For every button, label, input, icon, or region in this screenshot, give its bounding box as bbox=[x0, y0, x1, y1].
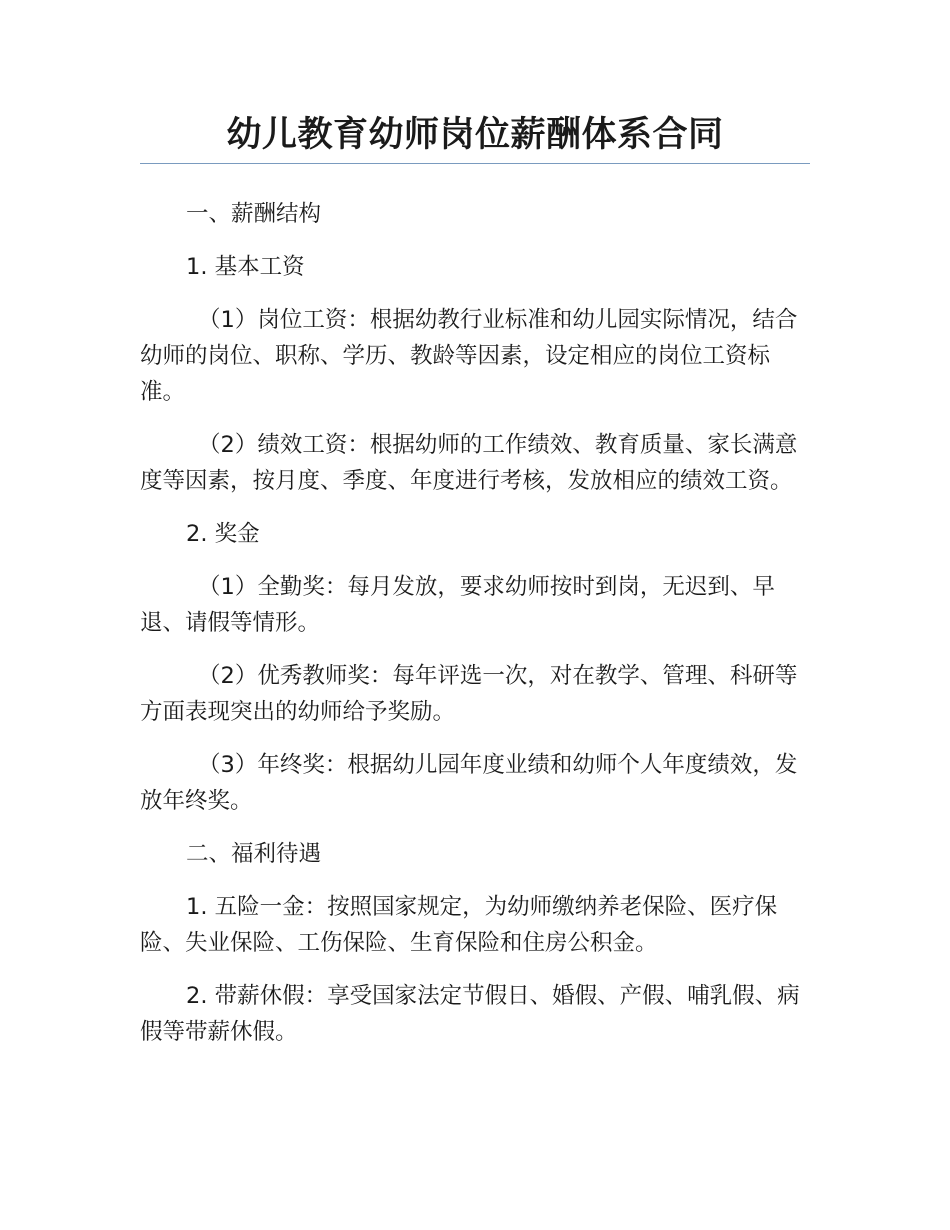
subitem-performance-salary: （2）绩效工资：根据幼师的工作绩效、教育质量、家长满意度等因素，按月度、季度、年度进行考核，发放相应的绩效工资。 bbox=[140, 432, 798, 494]
document-body bbox=[140, 196, 812, 1067]
item-bonus: 2. 奖金 bbox=[186, 521, 260, 547]
subitem-year-end-bonus: （3）年终奖：根据幼儿园年度业绩和幼师个人年度绩效，发放年终奖。 bbox=[140, 752, 798, 814]
subitem-excellent-teacher-award: （2）优秀教师奖：每年评选一次，对在教学、管理、科研等方面表现突出的幼师给予奖励。 bbox=[140, 663, 798, 725]
title-divider bbox=[140, 163, 810, 164]
item-paid-leave: 2. 带薪休假：享受国家法定节假日、婚假、产假、哺乳假、病假等带薪休假。 bbox=[140, 983, 800, 1045]
subitem-position-salary: （1）岗位工资：根据幼教行业标准和幼儿园实际情况，结合幼师的岗位、职称、学历、教龄等因素，设定相应的岗位工资标准。 bbox=[140, 307, 798, 405]
item-social-insurance: 1. 五险一金：按照国家规定，为幼师缴纳养老保险、医疗保险、失业保险、工伤保险、生育保险和住房公积金。 bbox=[140, 894, 778, 956]
section-heading-salary-structure: 一、薪酬结构 bbox=[186, 201, 322, 227]
subitem-attendance-bonus: （1）全勤奖：每月发放，要求幼师按时到岗，无迟到、早退、请假等情形。 bbox=[140, 574, 775, 636]
section-heading-benefits: 二、福利待遇 bbox=[186, 841, 322, 867]
item-basic-salary: 1. 基本工资 bbox=[186, 254, 305, 280]
document-title: 幼儿教育幼师岗位薪酬体系合同 bbox=[226, 115, 724, 155]
